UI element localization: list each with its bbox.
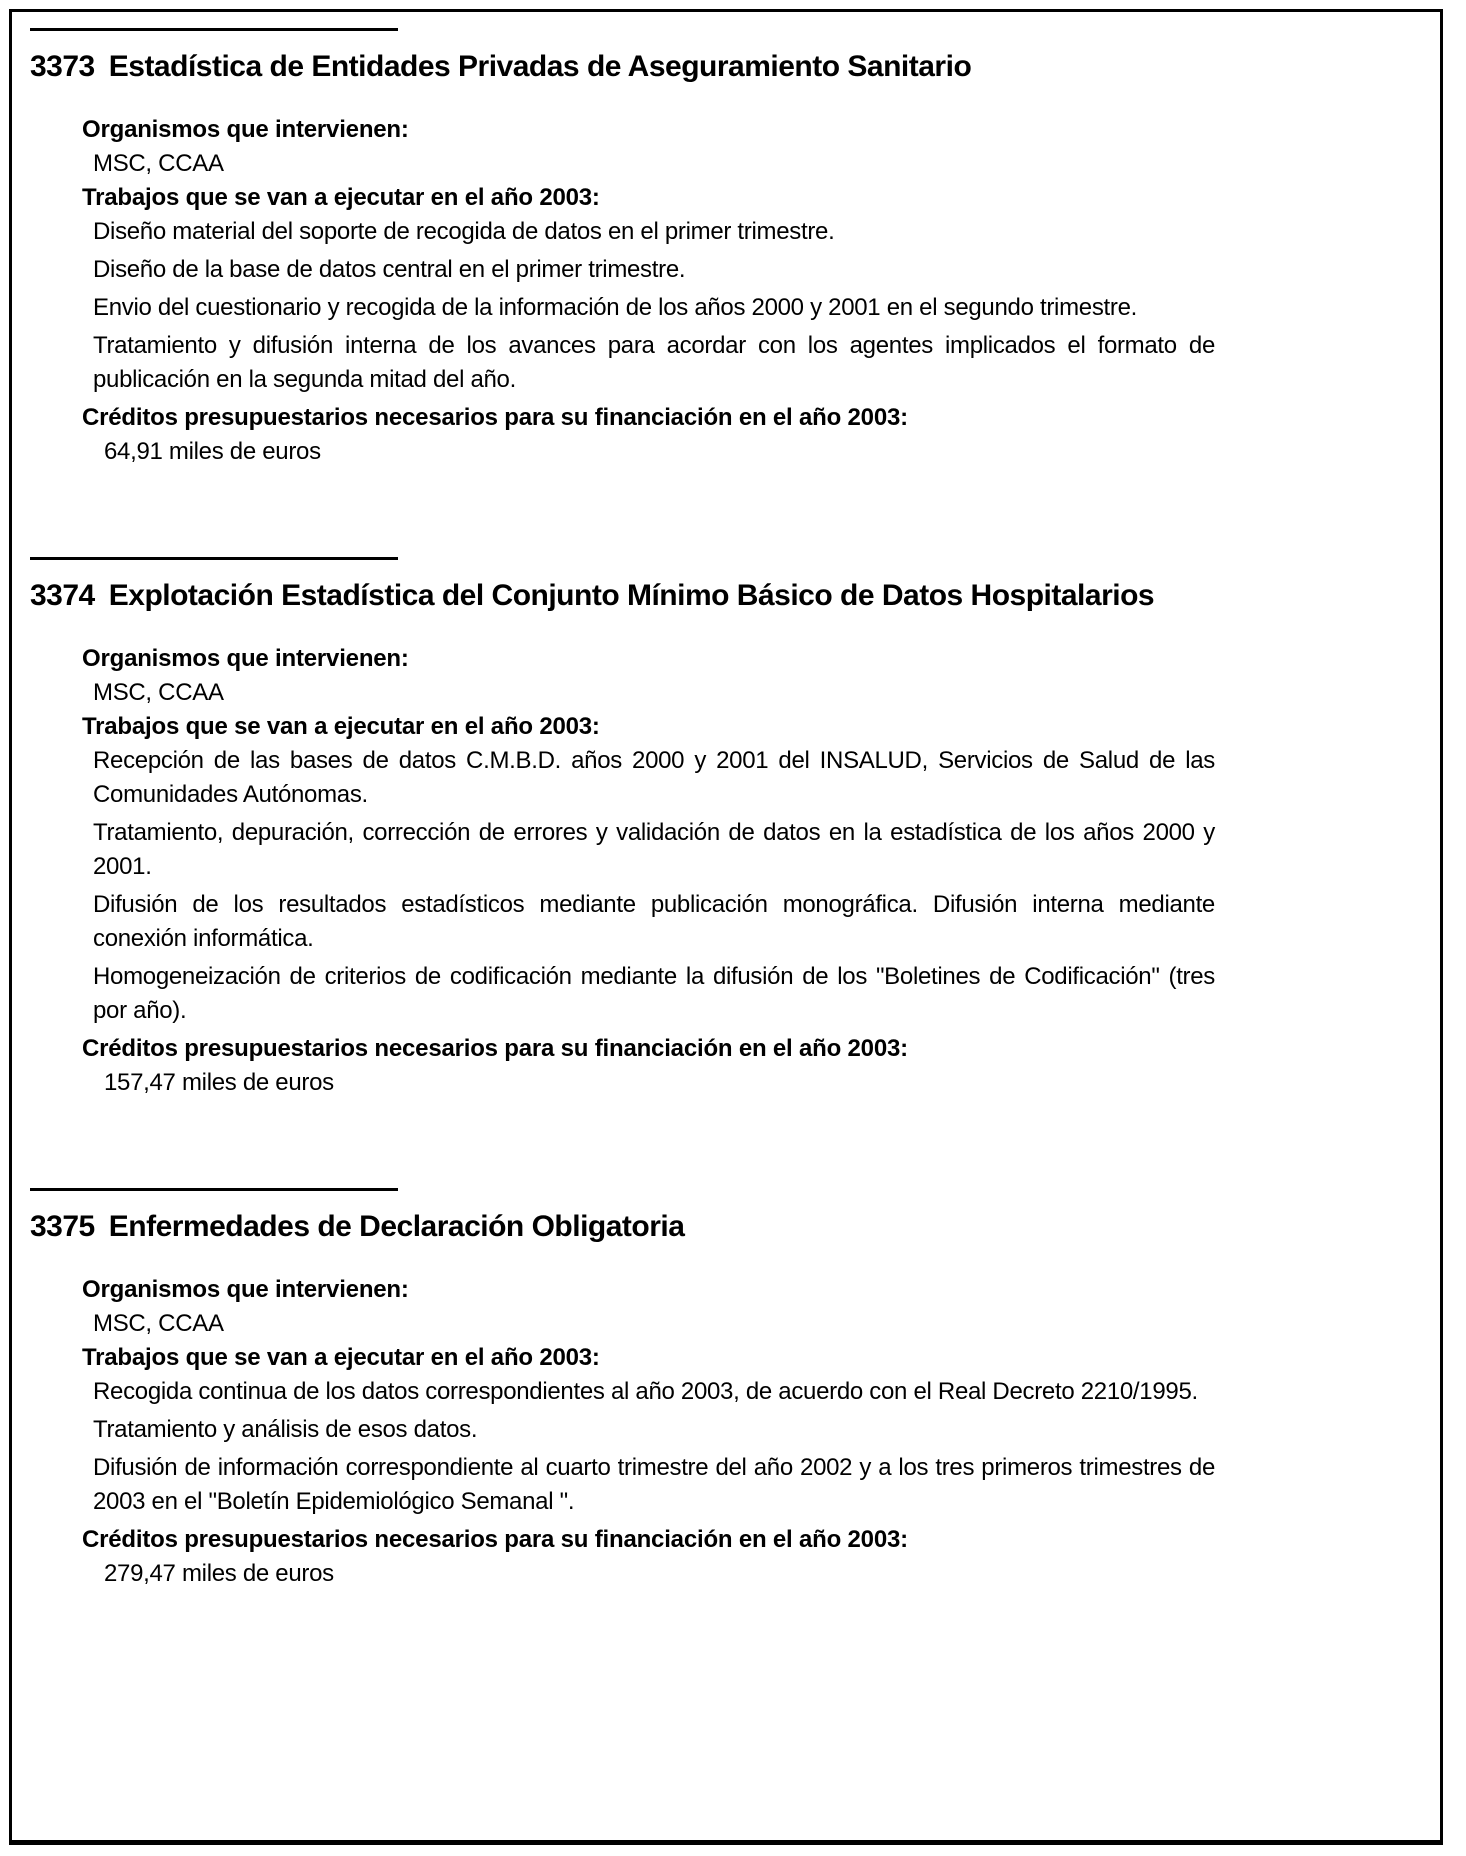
work-item: Recogida continua de los datos correspondientes al año 2003, de acuerdo con el Real Decreto 2210/1995. xyxy=(93,1378,1198,1405)
works-label: Trabajos que se van a ejecutar en el año 2003: xyxy=(82,1344,600,1371)
organisms-label: Organismos que intervienen: xyxy=(82,645,409,672)
work-item: Envio del cuestionario y recogida de la información de los años 2000 y 2001 en el segundo trimestre. xyxy=(93,294,1137,321)
section-heading xyxy=(30,1207,1440,1247)
section-3373 xyxy=(12,28,1440,469)
organisms-label: Organismos que intervienen: xyxy=(82,1276,409,1303)
organisms-value: MSC, CCAA xyxy=(93,1310,224,1337)
work-item: Difusión de los resultados estadísticos mediante publicación monográfica. Difusión interna mediante conexión informática. xyxy=(93,891,1215,952)
work-item: Tratamiento y difusión interna de los avances para acordar con los agentes implicados el formato de publicación en la segunda mitad del año. xyxy=(93,332,1215,393)
work-item: Difusión de información correspondiente al cuarto trimestre del año 2002 y a los tres primeros trimestres de 2003 en el "Boletín Epidemiológico Semanal ". xyxy=(93,1454,1215,1515)
organisms-label: Organismos que intervienen: xyxy=(82,116,409,143)
work-item: Recepción de las bases de datos C.M.B.D. años 2000 y 2001 del INSALUD, Servicios de Salud de las Comunidades Autónomas. xyxy=(93,747,1215,808)
section-number: 3374 xyxy=(30,579,95,612)
credits-value: 64,91 miles de euros xyxy=(104,438,321,465)
works-label: Trabajos que se van a ejecutar en el año 2003: xyxy=(82,184,600,211)
works-list xyxy=(12,744,1440,1028)
organisms-value: MSC, CCAA xyxy=(93,150,224,177)
section-number: 3373 xyxy=(30,50,95,83)
section-title: Explotación Estadística del Conjunto Mínimo Básico de Datos Hospitalarios xyxy=(108,579,1155,612)
work-item: Diseño material del soporte de recogida de datos en el primer trimestre. xyxy=(93,218,835,245)
works-list xyxy=(12,215,1440,397)
section-3374 xyxy=(12,557,1440,1100)
work-item: Diseño de la base de datos central en el primer trimestre. xyxy=(93,256,686,283)
section-title: Enfermedades de Declaración Obligatoria xyxy=(108,1210,685,1243)
work-item: Homogeneización de criterios de codificación mediante la difusión de los "Boletines de Codificación" (tres por año). xyxy=(93,963,1215,1024)
credits-label: Créditos presupuestarios necesarios para su financiación en el año 2003: xyxy=(82,1035,908,1062)
section-title: Estadística de Entidades Privadas de Aseguramiento Sanitario xyxy=(108,50,972,83)
section-3375 xyxy=(12,1188,1440,1591)
works-label: Trabajos que se van a ejecutar en el año 2003: xyxy=(82,713,600,740)
work-item: Tratamiento y análisis de esos datos. xyxy=(93,1416,478,1443)
section-heading xyxy=(30,576,1440,616)
credits-label: Créditos presupuestarios necesarios para su financiación en el año 2003: xyxy=(82,1526,908,1553)
page-border xyxy=(9,9,1443,1845)
credits-value: 279,47 miles de euros xyxy=(104,1560,334,1587)
section-number: 3375 xyxy=(30,1210,95,1243)
work-item: Tratamiento, depuración, corrección de errores y validación de datos en la estadística de los años 2000 y 2001. xyxy=(93,819,1215,880)
section-divider xyxy=(30,28,398,31)
works-list xyxy=(12,1375,1440,1519)
section-divider xyxy=(30,1188,398,1191)
section-divider xyxy=(30,557,398,560)
organisms-value: MSC, CCAA xyxy=(93,679,224,706)
credits-value: 157,47 miles de euros xyxy=(104,1069,334,1096)
credits-label: Créditos presupuestarios necesarios para su financiación en el año 2003: xyxy=(82,404,908,431)
section-heading xyxy=(30,47,1440,87)
